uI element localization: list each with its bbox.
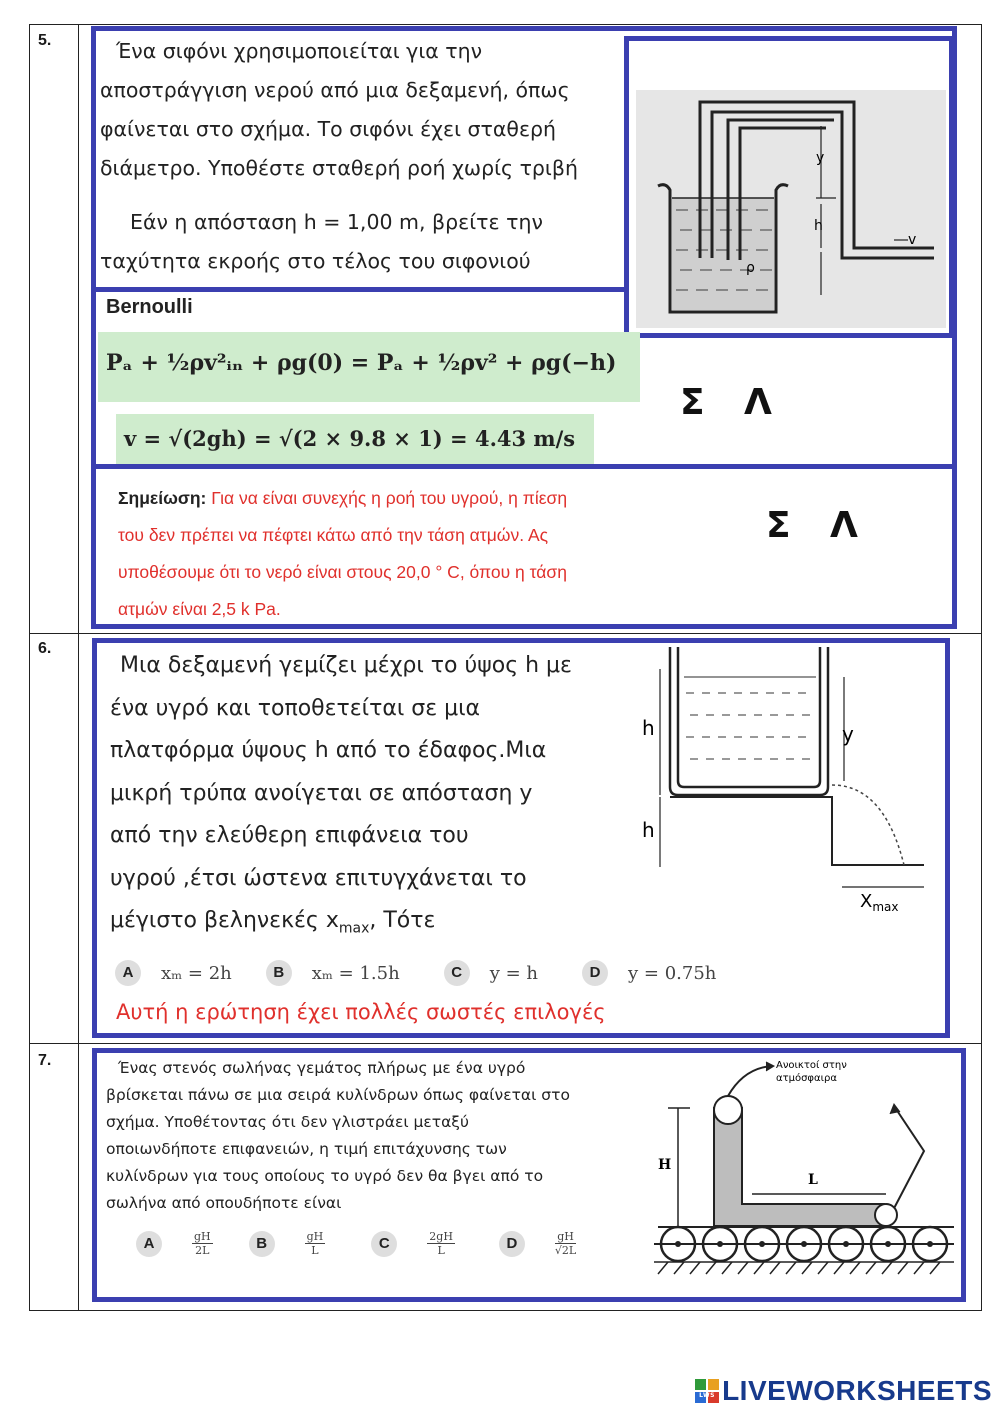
label-L: L xyxy=(808,1172,818,1188)
text-line: οποιωνδήποτε επιφανειών, η τιμή επιτάχυνσης των xyxy=(106,1140,507,1158)
table-row-divider xyxy=(29,1043,982,1044)
text-line: Εάν η απόσταση h = 1,00 m, βρείτε την xyxy=(130,210,543,234)
text-line: , Τότε xyxy=(369,908,436,933)
table-border-bottom xyxy=(29,1310,982,1311)
label-y: y xyxy=(816,150,825,166)
option-a-text: xₘ = 2h xyxy=(161,962,232,984)
text-line: ένα υγρό και τοποθετείται σε μια xyxy=(110,695,481,721)
note-line: Για να είναι συνεχής η ροή του υγρού, η πίεση xyxy=(211,488,568,508)
label-y: y xyxy=(842,722,854,746)
table-border-left xyxy=(29,24,30,1311)
option-a[interactable]: A xyxy=(136,1231,162,1257)
q5-mid-divider xyxy=(93,464,955,469)
option-d[interactable]: D xyxy=(499,1231,525,1257)
text-line: από την ελεύθερη επιφάνεια του xyxy=(110,823,469,848)
q6-problem-text xyxy=(110,645,572,950)
q6-options xyxy=(115,960,716,986)
liveworksheets-logo xyxy=(695,1375,992,1407)
svg-text:LWS: LWS xyxy=(699,1392,715,1399)
option-d-text: y = 0.75h xyxy=(628,962,717,984)
q5-text-frame xyxy=(93,287,629,292)
q5-problem-text xyxy=(100,32,578,188)
option-d[interactable]: D xyxy=(582,960,608,986)
option-c[interactable]: C xyxy=(444,960,470,986)
tube-end xyxy=(714,1096,742,1124)
option-c-text: y = h xyxy=(489,962,538,984)
label-h-bottom: h xyxy=(642,818,655,842)
bent-tube xyxy=(714,1108,884,1226)
text-line: αποστράγγιση νερού από μια δεξαμενή, όπως xyxy=(100,78,570,102)
text-line: πλατφόρμα ύψους h από το έδαφος.Μια xyxy=(110,738,547,763)
xmax-subscript: max xyxy=(338,920,370,937)
table-column-divider xyxy=(78,24,79,1311)
false-option[interactable]: Λ xyxy=(830,505,858,546)
text-line: ταχύτητα εκροής στο τέλος του σιφονιού xyxy=(100,249,531,273)
tube-opening-arrow xyxy=(890,1106,924,1216)
option-b-text: xₘ = 1.5h xyxy=(311,962,400,984)
tube-end xyxy=(875,1204,897,1226)
question-number: 6. xyxy=(38,640,52,657)
label-v: v xyxy=(908,232,917,248)
text-line: σχήμα. Υποθέτοντας ότι δεν γλιστράει μεταξύ xyxy=(106,1113,469,1131)
brand-name: LIVEWORKSHEETS xyxy=(722,1375,992,1406)
note-line: ατμών είναι 2,5 k Pa. xyxy=(118,599,281,619)
q6-note: Αυτή η ερώτηση έχει πολλές σωστές επιλογές xyxy=(116,1000,606,1024)
note-line: υποθέσουμε ότι το νερό είναι στους 20,0 ° C, όπου η τάση xyxy=(118,562,567,582)
text-line: Μια δεξαμενή γεμίζει μέχρι το ύψος h με xyxy=(120,653,572,678)
tank xyxy=(658,185,788,312)
text-line: διάμετρο. Υποθέστε σταθερή ροή χωρίς τριβή xyxy=(100,156,578,180)
option-b[interactable]: B xyxy=(266,960,292,986)
text-line: μέγιστο βεληνεκές x xyxy=(110,908,339,933)
true-option[interactable]: Σ xyxy=(766,505,791,546)
label-h: h xyxy=(814,218,823,234)
q5-siphon-diagram xyxy=(636,90,946,328)
q7-options: A $\frac{gH}{2L}$ B $\frac{gH}{L}$ C $\frac{2gH}{L}$ D $\frac{gH}{√2L}$ xyxy=(136,1230,576,1257)
question-number: 7. xyxy=(38,1052,52,1069)
q7-problem-text xyxy=(106,1055,570,1217)
false-option[interactable]: Λ xyxy=(744,382,772,423)
label-h-top: h xyxy=(642,716,655,740)
liquid xyxy=(684,677,816,759)
tube-opening-arrow xyxy=(728,1066,772,1096)
tank xyxy=(670,647,828,795)
liveworksheets-icon xyxy=(695,1379,719,1403)
q5-bernoulli-title: Bernoulli xyxy=(106,296,193,318)
q6-tank-diagram xyxy=(634,645,934,915)
platform xyxy=(670,797,924,865)
note-line: του δεν πρέπει να πέφτει κάτω από την τάση ατμών. Ας xyxy=(118,525,549,545)
label-H: H xyxy=(658,1157,672,1173)
option-b[interactable]: B xyxy=(249,1231,275,1257)
equation2: v = √(2gh) = √(2 × 9.8 × 1) = 4.43 m/s xyxy=(124,426,576,451)
dimension-markers xyxy=(660,669,924,887)
text-line: μικρή τρύπα ανοίγεται σε απόσταση y xyxy=(110,780,533,806)
text-line: κυλίνδρων για τους οποίους το υγρό δεν θα βγει από το xyxy=(106,1167,544,1185)
text-line: υγρού ,έτσι ώστενα επιτυγχάνεται το xyxy=(110,865,527,891)
option-c[interactable]: C xyxy=(371,1231,397,1257)
text-line: φαίνεται στο σχήμα. Το σιφόνι έχει σταθερή xyxy=(100,117,557,141)
label-rho: ρ xyxy=(746,260,755,276)
text-line: Ένας στενός σωλήνας γεμάτος πλήρως με ένα υγρό xyxy=(118,1059,526,1077)
equation1: Pₐ + ½ρv²ᵢₙ + ρg(0) = Pₐ + ½ρv² + ρg(−h) xyxy=(106,350,617,376)
table-row-divider xyxy=(29,633,982,634)
q5-note xyxy=(118,480,567,628)
table-border-top xyxy=(29,24,982,25)
label-x: $X_{max}$ xyxy=(860,891,899,914)
q5-question-text xyxy=(100,203,543,281)
label-open-atmosphere: Ανοικτοί στην ατμόσφαιρα xyxy=(776,1060,847,1084)
true-option[interactable]: Σ xyxy=(680,382,705,423)
note-label: Σημείωση: xyxy=(118,488,207,508)
ground-hatching xyxy=(654,1262,954,1274)
water-jet-trajectory xyxy=(832,785,904,865)
option-a[interactable]: A xyxy=(115,960,141,986)
question-number: 5. xyxy=(38,32,52,49)
table-border-right xyxy=(981,24,982,1311)
q7-roller-diagram xyxy=(654,1056,954,1282)
text-line: βρίσκεται πάνω σε μια σειρά κυλίνδρων όπως φαίνεται στο xyxy=(106,1086,570,1104)
text-line: σωλήνα από οπουδήποτε είναι xyxy=(106,1194,342,1212)
text-line: Ένα σιφόνι χρησιμοποιείται για την xyxy=(116,39,483,63)
